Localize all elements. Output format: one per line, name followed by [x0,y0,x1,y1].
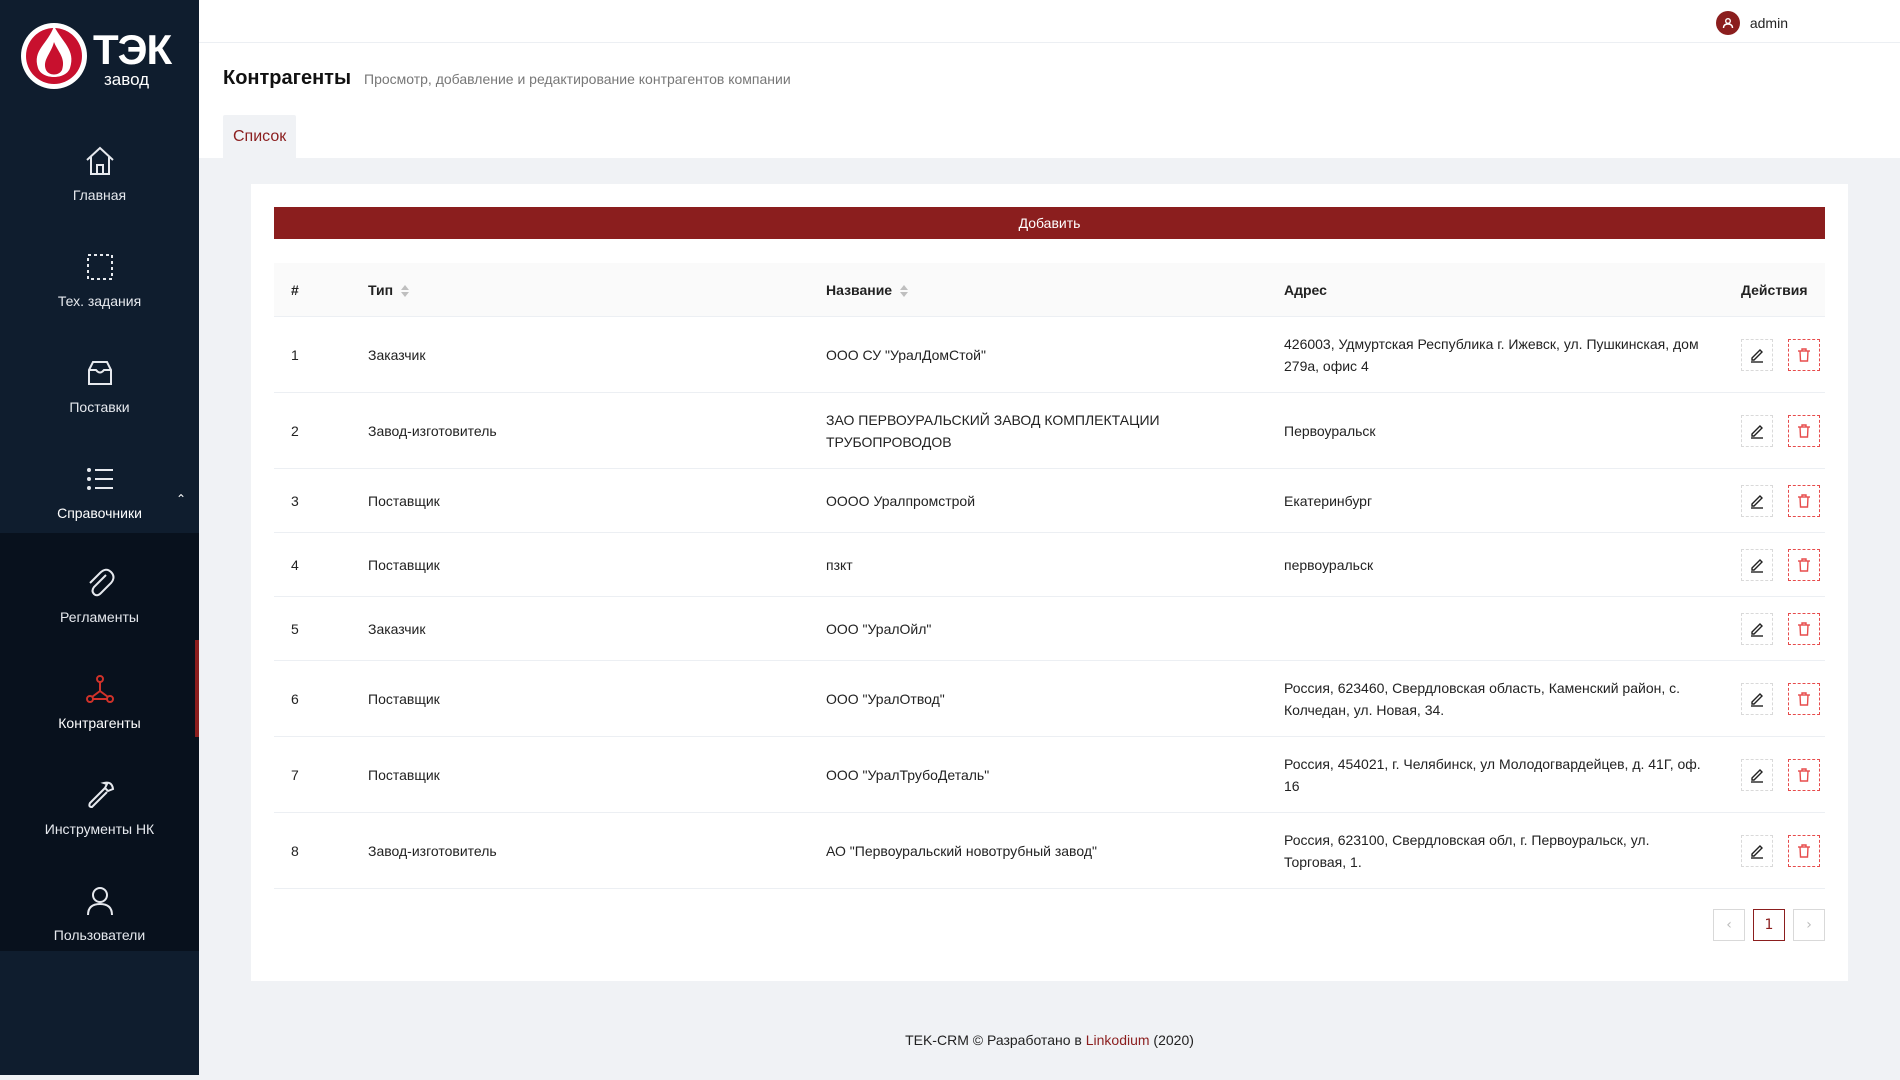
sidebar-item-label: Тех. задания [57,293,142,309]
footer-link[interactable]: Linkodium [1085,1032,1150,1048]
cell-name: ООО "УралТрубоДеталь" [826,766,990,783]
delete-button[interactable] [1788,339,1820,371]
cell-num: 2 [291,422,299,439]
pagination-prev[interactable]: ‹ [1713,909,1745,941]
cell-address: 426003, Удмуртская Республика г. Ижевск, ул. Пушкинская, дом 279а, офис 4 [1284,335,1699,374]
content-card [251,184,1848,981]
cell-type: Завод-изготовитель [368,842,497,859]
sidebar-item-label: Поставки [69,399,130,415]
cell-name: ООО СУ "УралДомСтой" [826,346,986,363]
table-row [274,737,1825,813]
pagination-next[interactable]: › [1793,909,1825,941]
edit-icon [1749,843,1765,859]
active-indicator [195,640,199,737]
sidebar-item-deliveries[interactable] [0,337,199,443]
delete-button[interactable] [1788,683,1820,715]
chevron-up-icon[interactable]: ⌃ [176,492,187,506]
cell-name: ООО "УралОтвод" [826,690,945,707]
pagination-page-1[interactable]: 1 [1753,909,1785,941]
sidebar-item-home[interactable] [0,125,199,231]
cell-type: Заказчик [368,620,426,637]
add-button[interactable]: Добавить [274,207,1825,239]
edit-button[interactable] [1741,485,1773,517]
footer-year: (2020) [1149,1032,1194,1048]
edit-icon [1749,621,1765,637]
cell-address: Первоуральск [1284,422,1376,439]
edit-icon [1749,493,1765,509]
edit-button[interactable] [1741,683,1773,715]
edit-button[interactable] [1741,613,1773,645]
delete-button[interactable] [1788,613,1820,645]
sidebar-item-regulations[interactable] [0,547,199,653]
cell-num: 6 [291,690,299,707]
cell-type: Поставщик [368,556,440,573]
cell-num: 8 [291,842,299,859]
paperclip-icon [82,565,118,601]
cell-name: ЗАО ПЕРВОУРАЛЬСКИЙ ЗАВОД КОМПЛЕКТАЦИИ ТРУБОПРОВОДОВ [826,411,1160,450]
contractors-table [274,263,1825,889]
cell-type: Завод-изготовитель [368,422,497,439]
cell-address: Россия, 623100, Свердловская обл, г. Первоуральск, ул. Торговая, 1. [1284,831,1650,870]
delete-button[interactable] [1788,759,1820,791]
list-icon [82,461,118,497]
wrench-icon [82,777,118,813]
cell-num: 3 [291,492,299,509]
footer-text: TEK-CRM © Разработано в [905,1032,1086,1048]
page-subtitle: Просмотр, добавление и редактирование контрагентов компании [364,71,791,87]
cell-address: Россия, 454021, г. Челябинск, ул Молодогвардейцев, д. 41Г, оф. 16 [1284,755,1701,794]
cell-address: первоуральск [1284,556,1374,573]
table-header [274,263,1825,317]
delete-button[interactable] [1788,835,1820,867]
sort-icon[interactable] [900,285,908,297]
trash-icon [1797,557,1811,573]
column-header-num: # [291,282,299,298]
edit-button[interactable] [1741,415,1773,447]
edit-icon [1749,347,1765,363]
column-header-label: Название [826,282,893,298]
avatar [1716,11,1740,35]
table-row [274,317,1825,393]
cell-address: Екатеринбург [1284,492,1373,509]
sidebar-item-tasks[interactable] [0,231,199,337]
footer [199,1032,1900,1048]
trash-icon [1797,691,1811,707]
cell-num: 4 [291,556,299,573]
tab-list[interactable]: Список [223,115,296,158]
table-row [274,813,1825,889]
cell-type: Поставщик [368,690,440,707]
sidebar [0,0,199,1075]
cell-name: пзкт [826,556,853,573]
table-row [274,661,1825,737]
edit-icon [1749,691,1765,707]
cell-num: 5 [291,620,299,637]
sidebar-item-label: Пользователи [53,927,146,943]
user-icon [82,883,118,919]
sidebar-item-directories[interactable] [0,443,199,549]
edit-icon [1749,767,1765,783]
logo[interactable] [18,20,183,95]
column-header-actions: Действия [1741,282,1808,298]
cell-num: 1 [291,346,299,363]
cell-name: ООО "УралОйл" [826,620,932,637]
delete-button[interactable] [1788,415,1820,447]
topbar [199,0,1900,43]
column-header-type[interactable] [368,282,409,298]
trash-icon [1797,767,1811,783]
user-menu[interactable] [1716,11,1788,35]
sidebar-item-contractors[interactable] [0,653,199,759]
table-row [274,533,1825,597]
page-title: Контрагенты [223,67,352,89]
cell-name: АО "Первоуральский новотрубный завод" [826,842,1097,859]
edit-button[interactable] [1741,339,1773,371]
column-header-address: Адрес [1284,282,1327,298]
cell-num: 7 [291,766,299,783]
username: admin [1749,15,1788,31]
cell-address: Россия, 623460, Свердловская область, Каменский район, с. Колчедан, ул. Новая, 34. [1284,679,1681,718]
sidebar-item-ndt-tools[interactable] [0,759,199,865]
edit-button[interactable] [1741,759,1773,791]
edit-icon [1749,423,1765,439]
column-header-label: Тип [368,282,394,298]
table-row [274,597,1825,661]
home-icon [82,143,118,179]
trash-icon [1797,493,1811,509]
trash-icon [1797,423,1811,439]
cell-type: Заказчик [368,346,426,363]
network-icon [82,671,118,707]
sidebar-item-label: Регламенты [60,609,139,625]
table-row [274,469,1825,533]
sidebar-item-label: Главная [72,187,127,203]
edit-button[interactable] [1741,549,1773,581]
trash-icon [1797,843,1811,859]
user-avatar-icon [1722,17,1734,29]
task-icon [82,249,118,285]
box-icon [82,355,118,391]
trash-icon [1797,621,1811,637]
cell-name: ОООО Уралпромстрой [826,492,976,509]
delete-button[interactable] [1788,485,1820,517]
brand-name: ТЭК [93,26,172,73]
brand-sub: завод [104,70,150,89]
delete-button[interactable] [1788,549,1820,581]
trash-icon [1797,347,1811,363]
sidebar-item-label: Справочники [57,505,142,521]
sidebar-item-label: Инструменты НК [44,821,155,837]
sidebar-item-label: Контрагенты [58,715,141,731]
column-header-name[interactable] [826,282,908,298]
edit-icon [1749,557,1765,573]
sidebar-item-users[interactable] [0,865,199,971]
sort-icon[interactable] [401,285,409,297]
edit-button[interactable] [1741,835,1773,867]
page-header [199,43,1900,158]
flame-logo-icon [18,20,90,92]
cell-type: Поставщик [368,766,440,783]
table-row [274,393,1825,469]
cell-type: Поставщик [368,492,440,509]
